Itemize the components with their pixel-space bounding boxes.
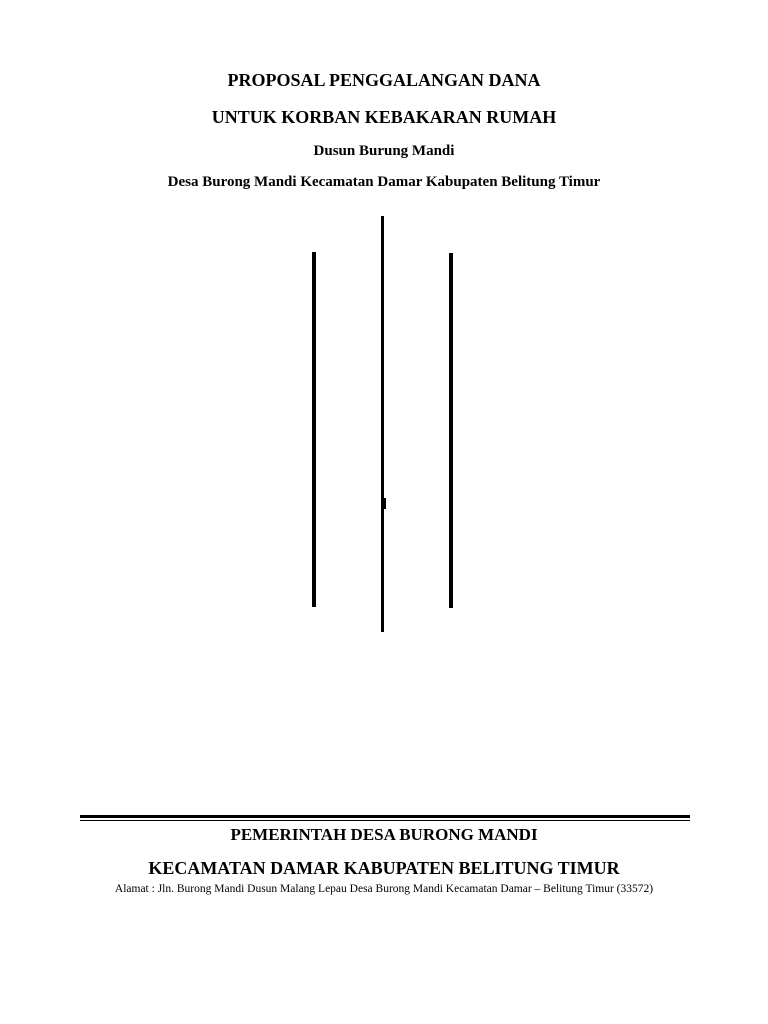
title-line-1: PROPOSAL PENGGALANGAN DANA [227, 70, 541, 90]
subtitle: Dusun Burung Mandi [313, 143, 455, 159]
footer-org-line-1: PEMERINTAH DESA BURONG MANDI [230, 825, 538, 844]
footer-address: Alamat : Jln. Burong Mandi Dusun Malang Lepau Desa Burong Mandi Kecamatan Damar – Belitung Timur (33572) [114, 883, 654, 895]
location-line: Desa Burong Mandi Kecamatan Damar Kabupaten Belitung Timur [167, 174, 601, 190]
footer-org-line-2: KECAMATAN DAMAR KABUPATEN BELITUNG TIMUR [148, 858, 620, 878]
footer-thin-rule [80, 820, 690, 821]
center-line-mark [383, 498, 386, 509]
left-vertical-line [312, 252, 316, 607]
center-vertical-line [381, 216, 384, 632]
footer-thick-rule [80, 815, 690, 818]
title-line-2: UNTUK KORBAN KEBAKARAN RUMAH [211, 107, 557, 127]
right-vertical-line [449, 253, 453, 608]
